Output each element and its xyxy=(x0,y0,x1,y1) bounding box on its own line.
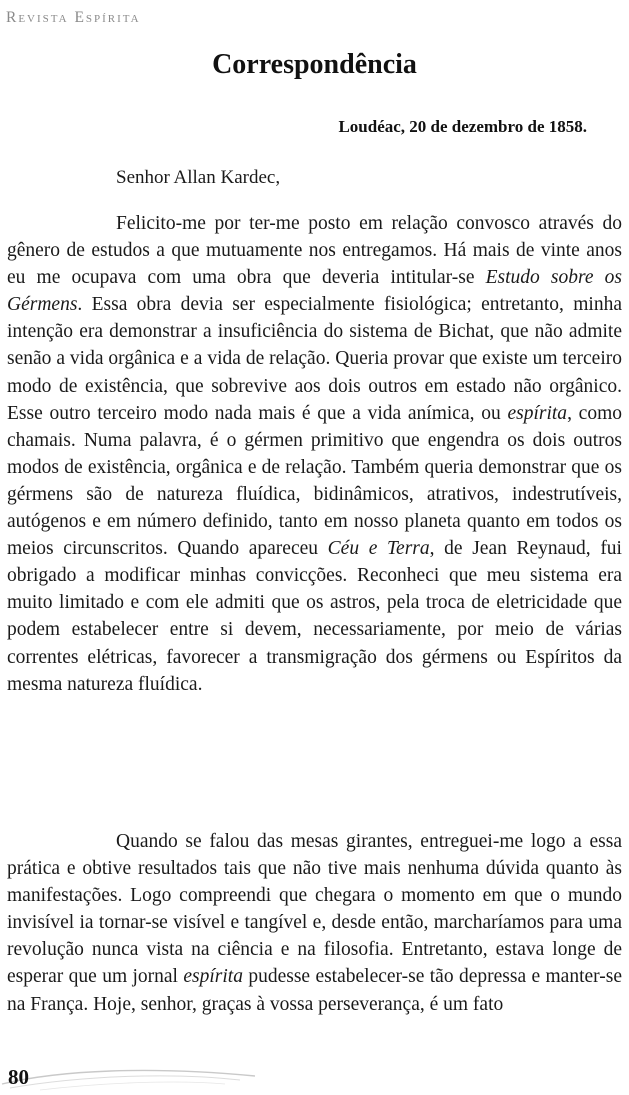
letter-salutation: Senhor Allan Kardec, xyxy=(116,167,281,188)
running-head: Revista Espírita xyxy=(6,9,141,26)
letter-dateline: Loudéac, 20 de dezembro de 1858. xyxy=(338,117,587,136)
term-italic: espírita xyxy=(507,402,568,424)
paragraph-text: Quando se falou das mesas girantes, entreguei-me logo a essa prática e obtive resultados tais que não tive mais nenhuma dúvida quanto às manifestações. Logo compreendi que chegara o momento em que o mundo invisível ia tornar-se visível e tangível e, desde então, marcharíamos para uma revolução nunca vista na ciência e na filosofia. Entretanto, estava longe de esperar que um jornal xyxy=(7,831,622,988)
book-title-italic: Céu e Terra xyxy=(327,538,430,560)
body-paragraph-1 xyxy=(7,210,622,698)
paragraph-text: pudesse estabelecer-se tão depressa e manter-se na França. Hoje, senhor, graças à vossa perseverança, é um fato xyxy=(7,966,622,1015)
footer-swoosh-ornament xyxy=(0,1062,260,1092)
body-paragraph-2 xyxy=(7,828,622,1018)
paragraph-text: . Essa obra devia ser especialmente fisiológica; entretanto, minha intenção era demonstrar a insuficiência do sistema de Bichat, que não admite senão a vida orgânica e a vida de relação. Queria provar que existe um terceiro modo de existência, que sobrevive aos dois outros em estado não orgânico. Esse outro terceiro modo nada mais é que a vida anímica, ou xyxy=(7,294,622,424)
book-title-italic: Estudo sobre os Gérmens xyxy=(7,267,622,316)
term-italic: espírita xyxy=(183,966,243,988)
paragraph-text: Felicito-me por ter-me posto em relação convosco através do gênero de estudos a que mutuamente nos entregamos. Há mais de vinte anos eu me ocupava com uma obra que deveria intitular-se xyxy=(7,213,622,289)
paragraph-text: , de Jean Reynaud, fui obrigado a modificar minhas convicções. Reconheci que meu sistema era muito limitado e com ele admiti que os astros, pela troca de eletricidade que podem estabelecer entre si devem, necessariamente, por meio de várias correntes elétricas, favorecer a transmigração dos gérmens ou Espíritos da mesma natureza fluídica. xyxy=(7,538,622,695)
page-title: Correspondência xyxy=(212,49,417,80)
page-number: 80 xyxy=(8,1065,29,1089)
paragraph-text: , como chamais. Numa palavra, é o gérmen primitivo que engendra os dois outros modos de existência, orgânica e de relação. Também queria demonstrar que os gérmens são de natureza fluídica, bidinâmicos, atrativos, indestrutíveis, autógenos e em número definido, tanto em nosso planeta quanto em todos os meios circunscritos. Quando apareceu xyxy=(7,402,622,560)
